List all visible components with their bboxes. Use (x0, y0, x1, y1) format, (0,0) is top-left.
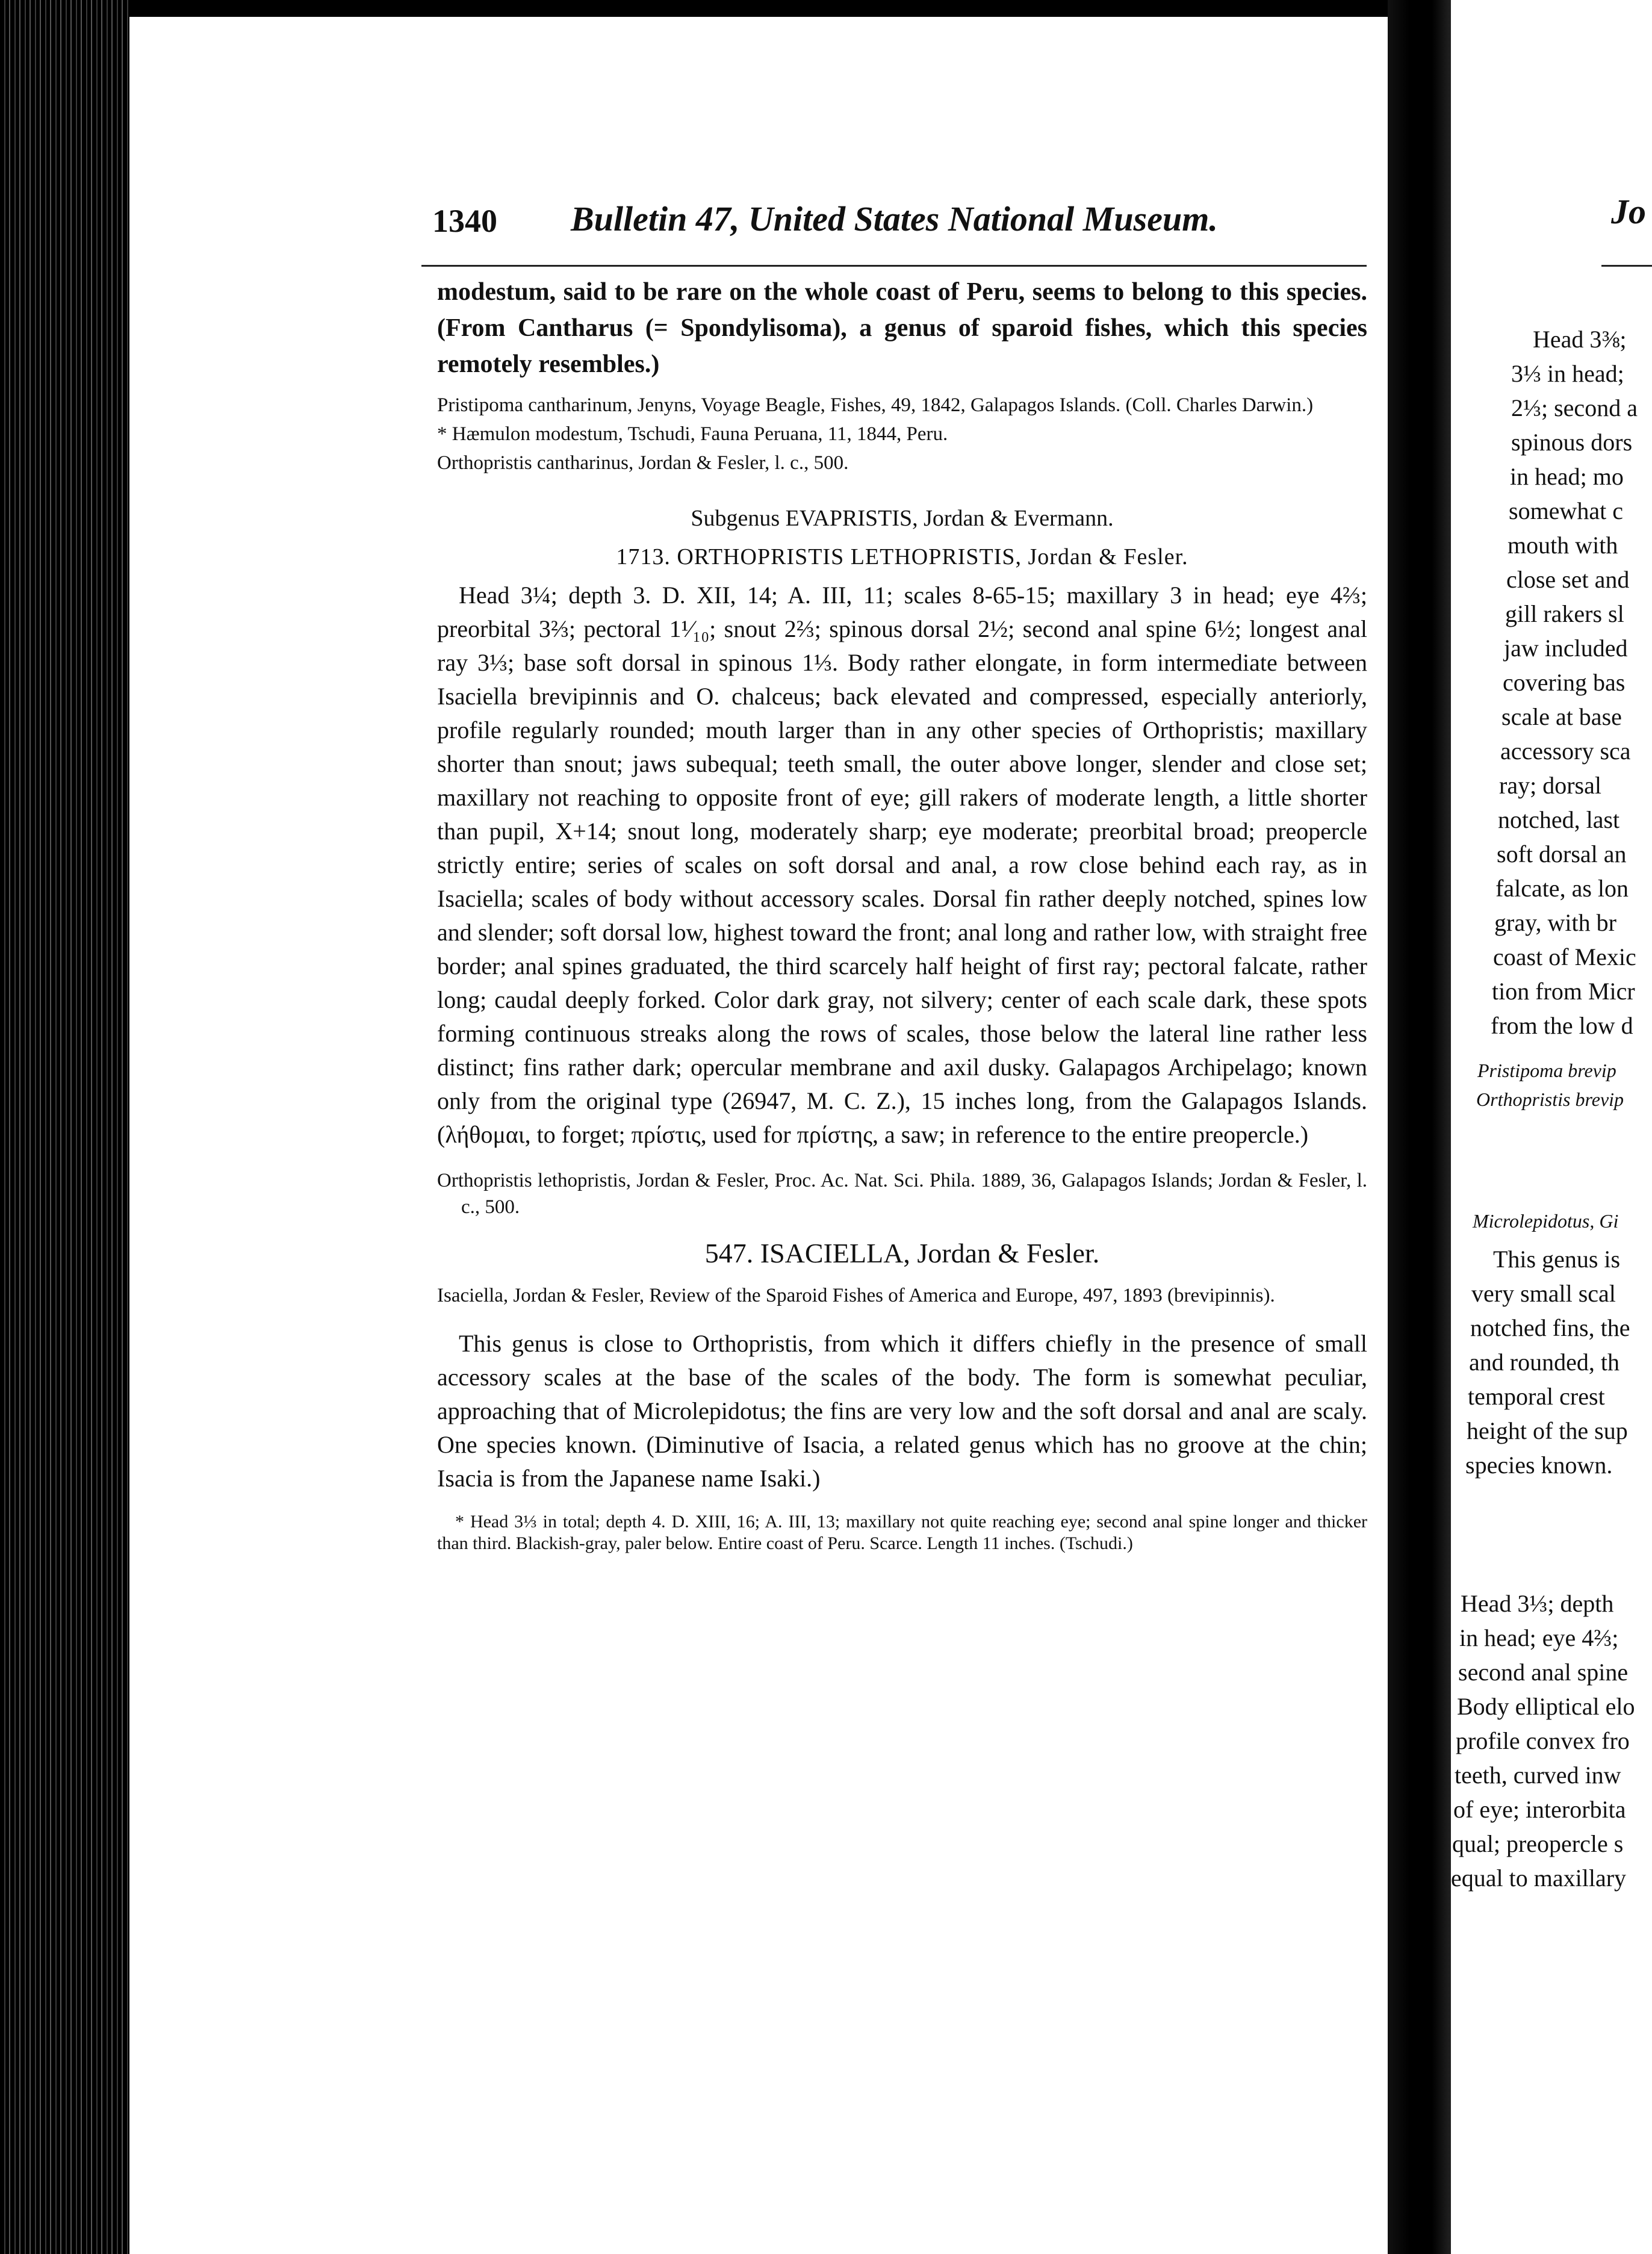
lead-paragraph: modestum, said to be rare on the whole coast of Peru, seems to belong to this species. (From Cantharus (= Spondylisoma), a genus of sparoid fishes, which this species remotely resembles.) (437, 278, 1367, 378)
right-page-header: Jo (1611, 192, 1646, 231)
right-text-line: species known. (1465, 1451, 1613, 1479)
right-page-fragment (1451, 0, 1652, 2254)
right-text-line: in head; eye 4⅔; (1459, 1624, 1619, 1651)
species-description: Head 3¼; depth 3. D. XII, 14; A. III, 11; scales 8-65-15; maxillary 3 in head; eye 4⅔; preorbital 3⅔; pectoral 1¹⁄₁₀; snout 2⅔; spinous dorsal 2½; second anal spine 6½; longest anal ray 3⅓; base soft dorsal in spinous 1⅓. Body rather elongate, in form intermediate between Isaciella brevipinnis and O. chalceus; back elevated and compressed, especially anteriorly, profile regularly rounded; mouth larger than in any other species of Orthopristis; maxillary shorter than snout; jaws subequal; teeth small, the outer above longer, slender and close set; maxillary not reaching to opposite front of eye; gill rakers of moderate length, a little shorter than pupil, X+14; snout long, moderately sharp; eye moderate; preorbital broad; preopercle strictly entire; series of scales on soft dorsal and anal, a row close behind each ray, as in Isaciella; scales of body without accessory scales. Dorsal fin rather deeply notched, spines low and slender; soft dorsal low, highest toward the front; anal long and rather low, with straight free border; anal spines graduated, the third scarcely half height of first ray; pectoral falcate, rather long; caudal deeply forked. Color dark gray, not silvery; center of each scale dark, these spots forming continuous streaks along the rows of scales, those below the lateral line rather less distinct; fins rather dark; opercular membrane and axil dusky. Galapagos Archipelago; known only from the original type (26947, M. C. Z.), 15 inches long, from the Galapagos Islands. (λήθομαι, to forget; πρίστις, used for πρίστης, a saw; in reference to the entire preopercle.) (437, 582, 1367, 1148)
right-text-line: somewhat c (1509, 497, 1623, 524)
right-text-line: mouth with (1508, 532, 1618, 559)
right-text-line: falcate, as lon (1495, 875, 1629, 902)
right-synonym-line: Pristipoma brevip (1477, 1060, 1616, 1081)
right-text-line: covering bas (1503, 669, 1626, 696)
footnote: * Head 3⅓ in total; depth 4. D. XIII, 16; A. III, 13; maxillary not quite reaching eye; second anal spine longer and thicker than third. Blackish-gray, paler below. Entire coast of Peru. Scarce. Length 11 inches. (Tschudi.) (437, 1512, 1367, 1553)
right-text-line: soft dorsal an (1497, 840, 1627, 868)
genus-synonym: Isaciella, Jordan & Fesler, Review of the Sparoid Fishes of America and Europe, 497, 1893 (brevipinnis). (437, 1285, 1275, 1306)
subgenus-heading: Subgenus EVAPRISTIS, Jordan & Evermann. (691, 506, 1114, 531)
right-text-line: 2⅓; second a (1511, 394, 1638, 421)
running-title: Bulletin 47, United States National Museum. (571, 199, 1218, 238)
right-text-line: Head 3⅜; (1533, 326, 1627, 353)
right-text-line: This genus is (1493, 1246, 1621, 1273)
right-text-line: coast of Mexic (1493, 943, 1636, 970)
species-synonyms: Orthopristis lethopristis, Jordan & Fesler, Proc. Ac. Nat. Sci. Phila. 1889, 36, Galapagos Islands; Jordan & Fesler, l. c., 500. (437, 1170, 1367, 1218)
page-number: 1340 (432, 203, 497, 239)
right-synonym-line: Orthopristis brevip (1476, 1088, 1624, 1110)
page-header (432, 191, 1359, 258)
right-text-line: from the low d (1491, 1012, 1633, 1039)
right-text-line: temporal crest (1468, 1383, 1605, 1410)
right-text-line: jaw included (1504, 635, 1628, 662)
synonym-line: Orthopristis cantharinus, Jordan & Fesler, l. c., 500. (437, 452, 849, 474)
right-text-line: 3⅓ in head; (1511, 360, 1624, 387)
species-heading: 1713. ORTHOPRISTIS LETHOPRISTIS, Jordan & Fesler. (616, 544, 1188, 570)
synonym-line: * Hæmulon modestum, Tschudi, Fauna Peruana, 11, 1844, Peru. (437, 423, 948, 445)
right-text-line: and rounded, th (1469, 1349, 1619, 1376)
book-page-edges (0, 0, 129, 2254)
right-text-line: height of the sup (1467, 1417, 1628, 1444)
header-rule (421, 265, 1367, 267)
right-text-line: accessory sca (1500, 737, 1631, 765)
genus-description: This genus is close to Orthopristis, from which it differs chiefly in the presence of small accessory scales at the base of the scales of the body. The form is somewhat peculiar, approaching that of Microlepidotus; the fins are very low and the soft dorsal and anal are scaly. One species known. (Diminutive of Isacia, a related genus which has no groove at the chin; Isacia is from the Japanese name Isaki.) (437, 1330, 1367, 1492)
right-text-line: notched fins, the (1470, 1314, 1630, 1341)
right-text-line: in head; mo (1510, 463, 1624, 490)
right-text-line: Head 3⅓; depth (1461, 1590, 1614, 1617)
right-text-line: teeth, curved inw (1455, 1762, 1621, 1789)
right-text-line: close set and (1506, 566, 1630, 593)
right-text-line: tion from Micr (1492, 978, 1635, 1005)
genus-heading: 547. ISACIELLA, Jordan & Fesler. (704, 1238, 1100, 1268)
right-text-line: qual; preopercle s (1452, 1830, 1624, 1857)
scan-top-border (129, 0, 1388, 17)
right-text-line: very small scal (1471, 1280, 1616, 1307)
right-text-line: Body elliptical elo (1457, 1693, 1635, 1720)
right-text-line: of eye; interorbita (1453, 1796, 1626, 1823)
right-text-line: scale at base (1501, 703, 1622, 730)
right-text-line: second anal spine (1458, 1659, 1629, 1686)
right-text-line: gray, with br (1494, 909, 1616, 936)
right-text-line: notched, last (1498, 806, 1620, 833)
right-header-rule (1601, 265, 1652, 267)
right-text-line: ray; dorsal (1499, 772, 1601, 799)
right-text-line: equal to maxillary (1451, 1864, 1627, 1892)
right-text-line: spinous dors (1511, 429, 1633, 456)
right-text-line: gill rakers sl (1505, 600, 1624, 627)
right-genus-ref: Microlepidotus, Gi (1473, 1210, 1619, 1232)
main-text (437, 274, 1367, 1554)
synonym-line: Pristipoma cantharinum, Jenyns, Voyage Beagle, Fishes, 49, 1842, Galapagos Islands. (Coll. Charles Darwin.) (437, 394, 1314, 416)
right-text-line: profile convex fro (1456, 1727, 1630, 1754)
book-gutter (1388, 0, 1451, 2254)
